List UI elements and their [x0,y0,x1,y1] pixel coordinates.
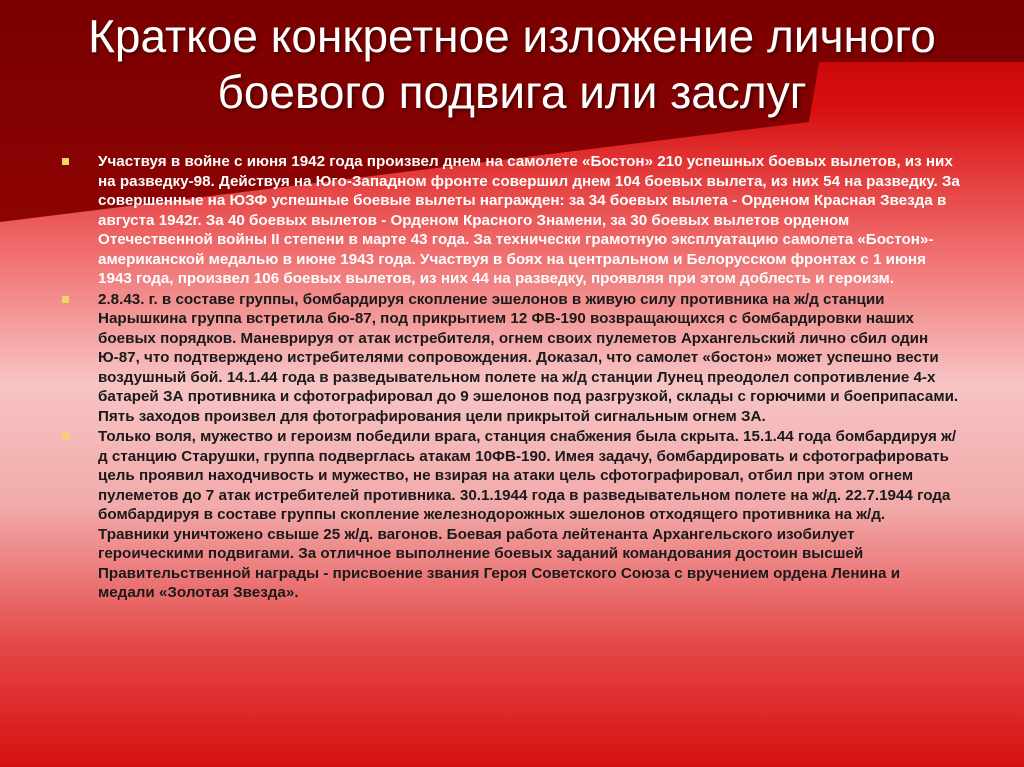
bullet-item [60,427,960,603]
bullet-text: Участвуя в войне с июня 1942 года произвел днем на самолете «Бостон» 210 успешных боевых вылетов, из них на разведку-98. Действуя на Юго-Западном фронте совершил днем 104 боевых вылета, из них 54 на разведку. За совершенные на ЮЗФ успешные боевые вылеты награжден: за 34 боевых вылета - Орденом Красная Звезда в августа 1942г. За 40 боевых вылетов - Орденом Красного Знамени, за 30 боевых вылетов орденом Отечественной войны II степени в марте 43 года. За технически грамотную эксплуатацию самолета «Бостон»- американской медалью в июне 1943 года. Участвуя в боях на центральном и Белорусском фронтах с 1 июня 1943 года, произвел 106 боевых вылетов, из них 44 на разведку, проявляя при этом доблесть и героизм. [98,153,960,287]
square-bullet-icon [62,158,69,165]
bullet-text: 2.8.43. г. в составе группы, бомбардируя скопление эшелонов в живую силу противника на ж/д станции Нарышкина группа встретила бю-87, под прикрытием 12 ФВ-190 возвращающихся с бомбардировки наших боевых порядков. Маневрируя от атак истребителя, огнем своих пулеметов Архангельский лично сбил один Ю-87, что подтверждено истребителями сопровождения. Доказал, что самолет «бостон» может успешно вести воздушный бой. 14.1.44 года в разведывательном полете на ж/д станции Лунец преодолел сопротивление 4-х батарей ЗА противника и сфотографировал до 9 эшелонов под разгрузкой, склады с горючими и боеприпасами. Пять заходов произвел для фотографирования цели прикрытой сигнальным огнем ЗА. [98,290,959,425]
bullet-item [60,290,960,427]
slide-title [0,8,1024,120]
square-bullet-icon [62,433,69,440]
bullet-item [60,152,960,289]
slide-title-line-1: Краткое конкретное изложение личного [88,10,936,62]
square-bullet-icon [62,296,69,303]
slide-title-line-2: боевого подвига или заслуг [217,66,807,118]
bullet-list [60,152,960,603]
bullet-text: Только воля, мужество и героизм победили врага, станция снабжения была скрыта. 15.1.44 года бомбардируя ж/д станцию Старушки, группа подверглась атакам 10ФВ-190. Имея задачу, бомбардировать и сфотографировать цель проявил находчивость и мужество, не взирая на атаки цель сфотографировал, отбил при этом огнем пулеметов до 7 атак истребителей противника. 30.1.1944 года в разведывательном полете на ж/д. 22.7.1944 года бомбардируя в составе группы скопление железнодорожных эшелонов отходящего противника на ж/д. Травники уничтожено свыше 25 ж/д. вагонов. Боевая работа лейтенанта Архангельского изобилует героическими подвигами. За отличное выполнение боевых заданий командования достоин высшей Правительственной награды - присвоение звания Героя Советского Союза с вручением ордена Ленина и медали «Золотая Звезда». [98,428,957,601]
